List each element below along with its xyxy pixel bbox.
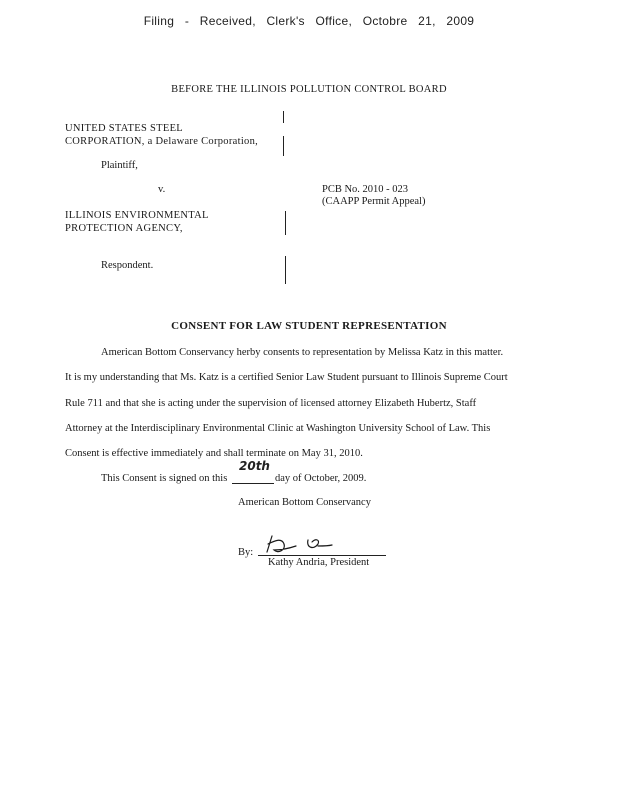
body-line-5: Consent is effective immediately and shall terminate on May 31, 2010.	[65, 448, 363, 459]
defendant-name-line1: ILLINOIS ENVIRONMENTAL	[65, 210, 209, 221]
defendant-name-line2: PROTECTION AGENCY,	[65, 223, 183, 234]
versus: v.	[158, 184, 166, 195]
organization-name: American Bottom Conservancy	[238, 497, 371, 508]
plaintiff-role: Plaintiff,	[101, 160, 138, 171]
header-month: Octobre	[362, 14, 408, 28]
header-office: Office,	[315, 14, 353, 28]
caption-divider	[285, 211, 286, 235]
signed-day-handwritten: 20th	[239, 459, 270, 473]
header-day: 21,	[418, 14, 436, 28]
signed-suffix: day of October, 2009.	[275, 473, 367, 484]
caption-divider	[283, 136, 284, 156]
signer-name-title: Kathy Andria, President	[268, 557, 370, 568]
board-title: BEFORE THE ILLINOIS POLLUTION CONTROL BOARD	[171, 84, 447, 95]
by-label: By:	[238, 547, 254, 558]
defendant-role: Respondent.	[101, 260, 154, 271]
caption-divider	[283, 111, 284, 123]
date-underline	[232, 483, 274, 484]
filing-header	[0, 14, 618, 28]
body-line-2: It is my understanding that Ms. Katz is a certified Senior Law Student pursuant to Illinois Supreme Court	[65, 372, 508, 383]
body-line-3: Rule 711 and that she is acting under the supervision of licensed attorney Elizabeth Hubertz, Staff	[65, 398, 477, 409]
plaintiff-name-line1: UNITED STATES STEEL	[65, 123, 184, 134]
header-clerks: Clerk's	[266, 14, 305, 28]
signed-prefix: This Consent is signed on this	[101, 473, 228, 484]
signature-line	[258, 555, 386, 556]
plaintiff-name-line2: CORPORATION, a Delaware Corporation,	[65, 136, 259, 147]
header-dash: -	[184, 14, 190, 28]
case-type: (CAAPP Permit Appeal)	[322, 196, 426, 207]
header-filing: Filing	[143, 14, 175, 28]
caption-divider	[285, 256, 286, 284]
consent-title: CONSENT FOR LAW STUDENT REPRESENTATION	[171, 320, 447, 332]
body-line-4: Attorney at the Interdisciplinary Environmental Clinic at Washington University School of Law. This	[65, 423, 491, 434]
header-year: 2009	[446, 14, 475, 28]
case-number: PCB No. 2010 - 023	[322, 184, 409, 195]
header-received: Received,	[199, 14, 256, 28]
body-line-1: American Bottom Conservancy herby consents to representation by Melissa Katz in this matter.	[101, 347, 504, 358]
